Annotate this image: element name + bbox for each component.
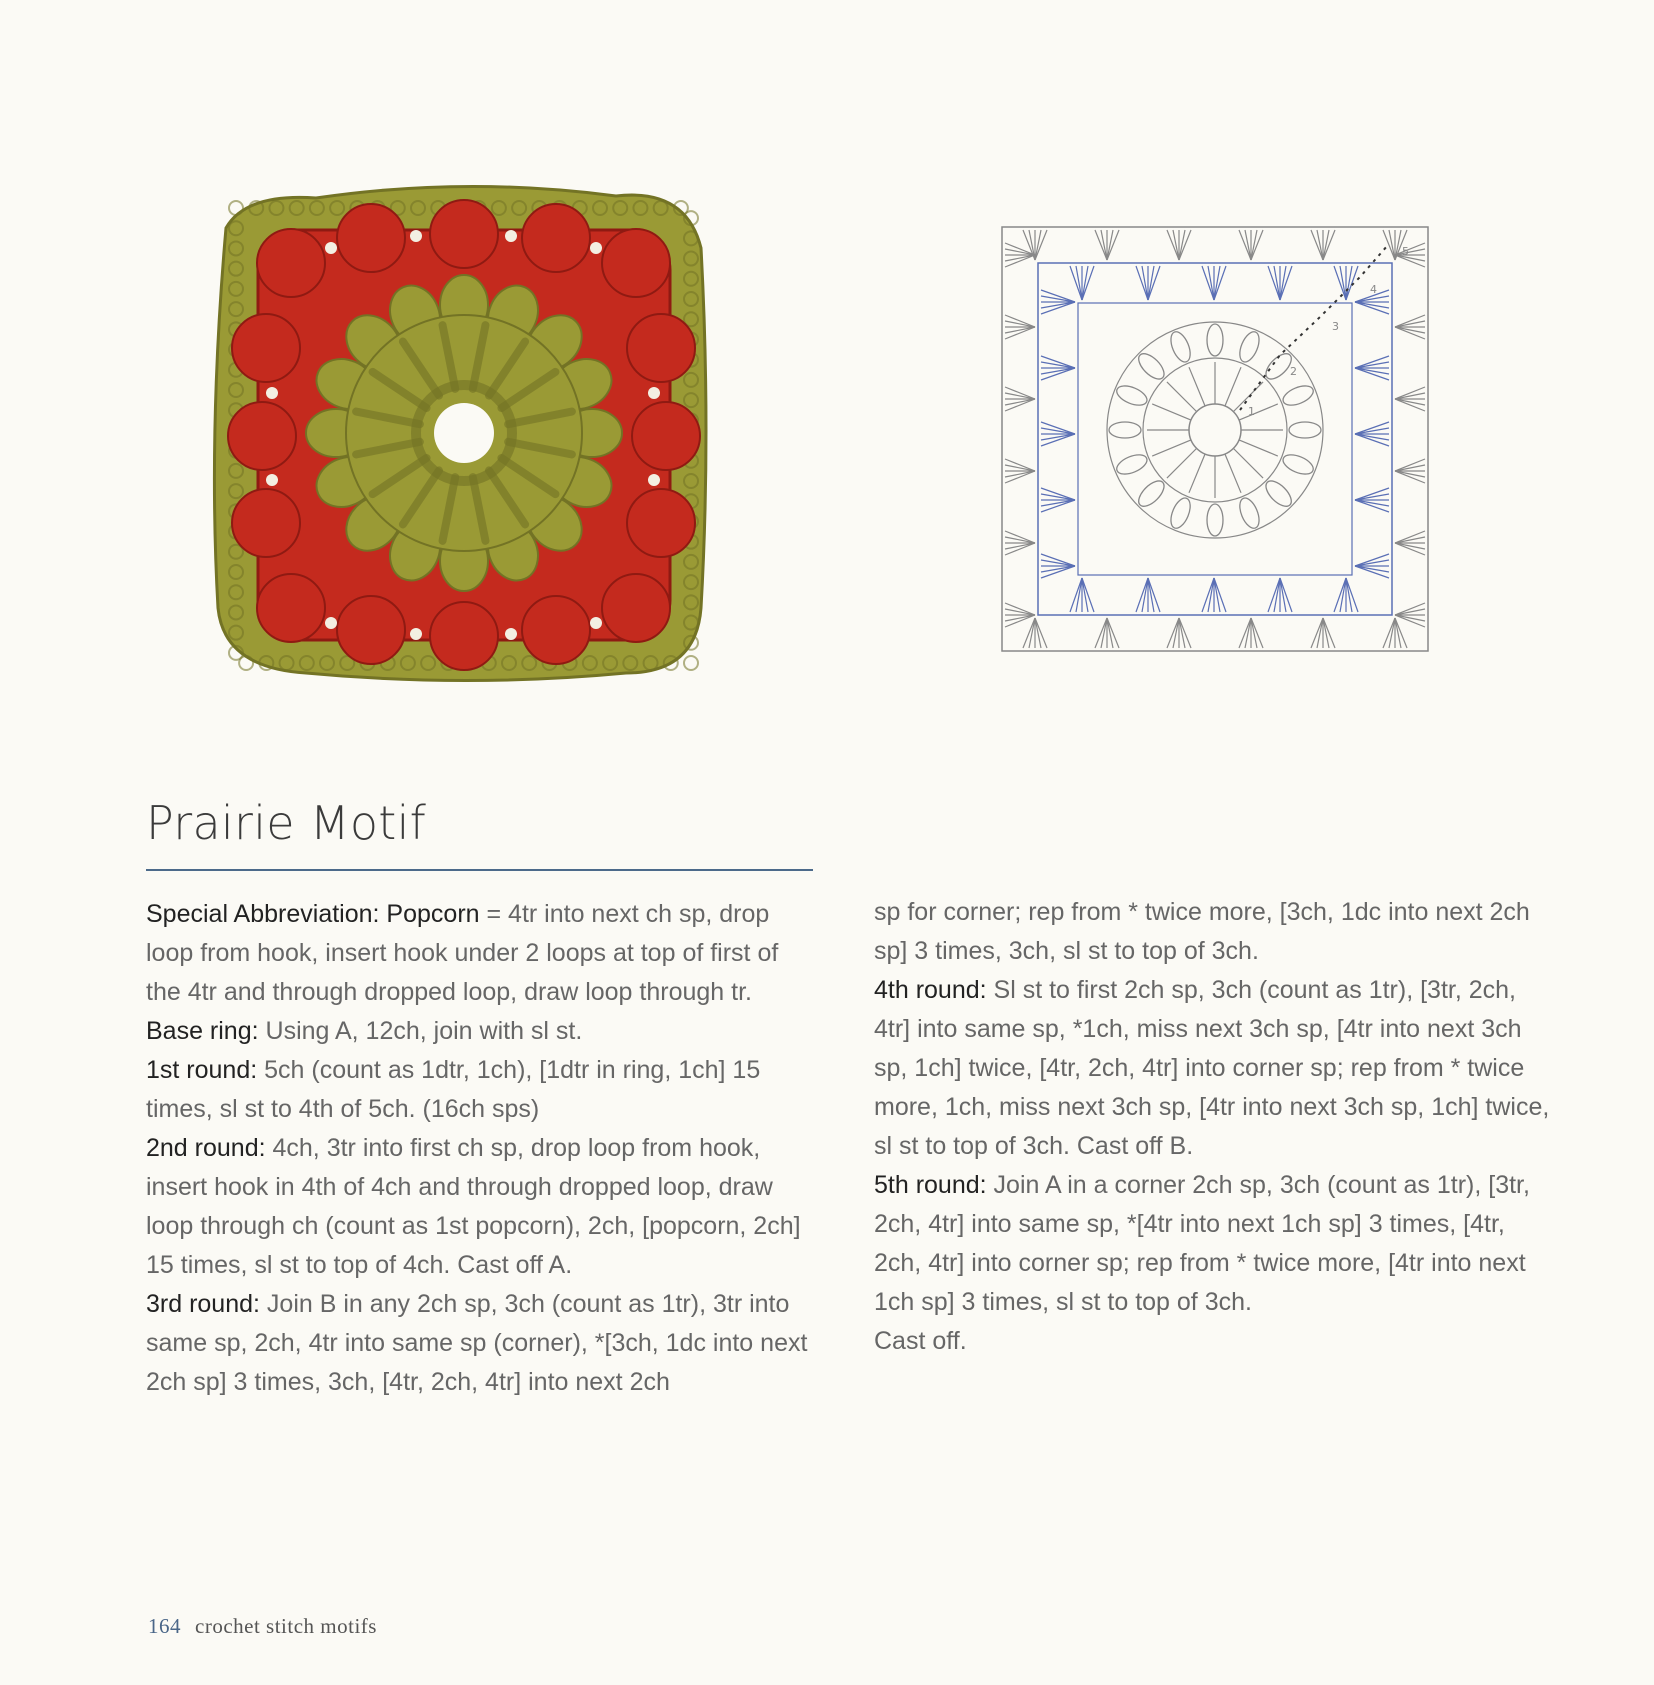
chart-tr-fan-inner: [1041, 302, 1075, 314]
chart-tr-fan-inner: [1214, 266, 1220, 300]
chart-popcorn-symbol: [1280, 451, 1316, 478]
chart-tr-fan-inner: [1355, 434, 1389, 440]
chart-tr-fan-inner: [1208, 578, 1214, 612]
chart-tr-fan: [1245, 618, 1251, 648]
chart-tr-fan: [1179, 618, 1191, 648]
chart-tr-fan: [1395, 615, 1425, 621]
chart-popcorn-symbol: [1167, 329, 1194, 365]
chart-tr-fan-inner: [1070, 266, 1082, 300]
paragraph-label: 2nd round:: [146, 1134, 266, 1162]
chart-tr-fan: [1245, 230, 1251, 260]
chart-tr-fan-inner: [1355, 362, 1389, 368]
chart-tr-fan-inner: [1355, 500, 1389, 506]
chart-tr-fan-inner: [1041, 488, 1075, 500]
chart-tr-fan-inner: [1355, 434, 1389, 446]
motif-photo: [196, 168, 736, 698]
red-cluster: [337, 204, 405, 272]
chart-tr-fan: [1323, 618, 1335, 648]
chart-dtr-symbol: [1239, 404, 1278, 420]
chart-tr-fan-inner: [1334, 578, 1346, 612]
stitch-chart: [990, 205, 1440, 665]
chart-tr-fan-inner: [1041, 560, 1075, 566]
chart-popcorn-symbol: [1236, 329, 1263, 365]
chart-tr-fan-inner: [1082, 578, 1088, 612]
chart-tr-fan: [1395, 543, 1425, 555]
chart-tr-fan: [1395, 327, 1425, 339]
chart-tr-fan-inner: [1041, 302, 1075, 308]
stitch-chart-drawing: [990, 205, 1440, 665]
chain-space: [325, 242, 337, 254]
chart-tr-fan: [1395, 387, 1425, 399]
page-footer: [148, 1614, 377, 1639]
chart-dtr-symbol: [1167, 382, 1197, 412]
chart-tr-fan-inner: [1041, 356, 1075, 368]
chart-tr-fan: [1311, 618, 1323, 648]
chart-tr-fan-inner: [1280, 578, 1286, 612]
chart-tr-fan-inner: [1280, 578, 1292, 612]
chart-tr-fan: [1395, 255, 1425, 261]
paragraph-round-5: [874, 1166, 1554, 1322]
chart-tr-fan-inner: [1346, 578, 1358, 612]
chart-tr-fan-inner: [1340, 578, 1346, 612]
chart-tr-fan-inner: [1041, 494, 1075, 500]
red-cluster: [602, 574, 670, 642]
chart-tr-fan: [1395, 321, 1425, 327]
chart-tr-fan: [1005, 531, 1035, 543]
chart-tr-fan-inner: [1355, 560, 1389, 566]
chart-dtr-symbol: [1225, 454, 1241, 493]
chart-tr-fan-inner: [1082, 266, 1088, 300]
paragraph-text: = 4tr into next ch sp, drop loop from hook, insert hook under 2 loops at top of first of the 4tr and through dropped loop, draw loop through tr.: [146, 900, 779, 1006]
chart-dtr-symbol: [1152, 404, 1191, 420]
chart-tr-fan-inner: [1355, 356, 1389, 368]
paragraph-label: Base ring:: [146, 1017, 259, 1045]
chart-tr-fan: [1395, 399, 1425, 411]
chart-tr-fan-inner: [1148, 266, 1154, 300]
chart-tr-fan-inner: [1076, 266, 1082, 300]
chart-tr-fan: [1395, 618, 1401, 648]
chart-tr-fan-inner: [1280, 266, 1286, 300]
red-cluster: [228, 402, 296, 470]
paragraph-text: 4ch, 3tr into first ch sp, drop loop from hook, insert hook in 4th of 4ch and through dropped loop, draw loop through ch (count as 1st popcorn), 2ch, [popcorn, 2ch] 15 times, sl st to top of 4ch. Cast off A.: [146, 1134, 801, 1279]
chart-tr-fan: [1395, 393, 1425, 399]
chart-tr-fan: [1323, 230, 1329, 260]
chart-tr-fan-inner: [1041, 566, 1075, 572]
red-cluster: [257, 574, 325, 642]
chart-tr-fan-inner: [1355, 368, 1389, 380]
chart-round-5-outline: [1002, 227, 1428, 651]
chart-popcorn-symbol: [1167, 495, 1194, 531]
paragraph-special-abbreviation: [146, 895, 816, 1012]
paragraph-label: Special Abbreviation: Popcorn: [146, 900, 480, 928]
paragraph-label: 5th round:: [874, 1171, 987, 1199]
chart-popcorn-symbol: [1207, 324, 1223, 356]
title-divider: [146, 869, 813, 871]
chain-space: [505, 628, 517, 640]
motif-photo-drawing: [196, 168, 736, 698]
paragraph-round-3: [146, 1285, 816, 1402]
chart-tr-fan-inner: [1274, 578, 1280, 612]
chart-tr-fan: [1395, 255, 1425, 267]
chart-tr-fan-inner: [1041, 422, 1075, 434]
chart-dtr-symbol: [1152, 440, 1191, 456]
red-cluster: [522, 204, 590, 272]
chart-tr-fan: [1167, 618, 1179, 648]
chart-tr-fan-inner: [1148, 578, 1154, 612]
chart-tr-fan: [1005, 393, 1035, 399]
chart-round-4-outline: [1038, 263, 1392, 615]
chart-popcorn-symbol: [1109, 422, 1141, 438]
red-cluster: [337, 596, 405, 664]
chart-tr-fan-inner: [1142, 578, 1148, 612]
chart-popcorn-symbol: [1289, 422, 1321, 438]
chart-tr-fan: [1173, 230, 1179, 260]
chart-tr-fan-inner: [1214, 266, 1226, 300]
chart-tr-fan-inner: [1136, 578, 1148, 612]
paragraph-cast-off: [874, 1322, 1554, 1361]
chart-tr-fan-inner: [1355, 488, 1389, 500]
border-stitch: [684, 656, 698, 670]
chart-tr-fan: [1005, 465, 1035, 471]
chart-tr-fan-inner: [1214, 578, 1226, 612]
chart-tr-fan-inner: [1355, 566, 1389, 572]
running-head: crochet stitch motifs: [195, 1614, 377, 1638]
chain-space: [266, 387, 278, 399]
chain-space: [266, 474, 278, 486]
chart-tr-fan-inner: [1355, 494, 1389, 500]
chart-tr-fan: [1005, 537, 1035, 543]
chart-tr-fan-inner: [1268, 266, 1280, 300]
chart-tr-fan: [1239, 230, 1251, 260]
chain-space: [648, 387, 660, 399]
paragraph-round-4: [874, 971, 1554, 1166]
chart-tr-fan-inner: [1355, 302, 1389, 314]
chart-tr-fan: [1383, 618, 1395, 648]
chart-tr-fan-inner: [1274, 266, 1280, 300]
red-cluster: [522, 596, 590, 664]
page-number: 164: [148, 1614, 181, 1638]
chart-tr-fan: [1395, 531, 1425, 543]
chart-tr-fan-inner: [1041, 500, 1075, 506]
paragraph-round-2: [146, 1129, 816, 1285]
chart-tr-fan: [1035, 618, 1047, 648]
paragraph-text: sp for corner; rep from * twice more, [3ch, 1dc into next 2ch sp] 3 times, 3ch, sl st to top of 3ch.: [874, 898, 1530, 965]
chart-tr-fan-inner: [1346, 266, 1352, 300]
chart-tr-fan: [1323, 230, 1335, 260]
chart-tr-fan: [1317, 618, 1323, 648]
chart-tr-fan: [1005, 399, 1035, 405]
chart-tr-fan-inner: [1041, 368, 1075, 380]
chart-tr-fan: [1395, 399, 1425, 405]
chart-dtr-symbol: [1189, 454, 1205, 493]
chart-tr-fan: [1005, 543, 1035, 549]
chart-tr-fan-inner: [1346, 266, 1358, 300]
chart-round-label: 5: [1402, 245, 1409, 258]
chart-tr-fan-inner: [1148, 266, 1160, 300]
chart-tr-fan: [1029, 618, 1035, 648]
chart-tr-fan: [1035, 618, 1041, 648]
chart-tr-fan: [1005, 399, 1035, 411]
paragraph-text: Using A, 12ch, join with sl st.: [258, 1017, 583, 1045]
chart-start-marker: [1240, 245, 1388, 410]
chart-tr-fan: [1395, 327, 1425, 333]
chart-tr-fan: [1251, 618, 1263, 648]
chart-tr-fan: [1005, 471, 1035, 483]
chain-space: [410, 230, 422, 242]
chart-tr-fan: [1005, 255, 1035, 261]
chart-popcorn-symbol: [1280, 382, 1316, 409]
red-cluster: [257, 229, 325, 297]
chart-tr-fan: [1005, 603, 1035, 615]
chart-tr-fan: [1179, 230, 1191, 260]
chart-tr-fan: [1005, 327, 1035, 339]
chart-round-label: 3: [1332, 320, 1339, 333]
chart-tr-fan: [1173, 618, 1179, 648]
chart-tr-fan: [1395, 471, 1425, 483]
chart-tr-fan: [1035, 230, 1041, 260]
chart-tr-fan: [1395, 603, 1425, 615]
chart-tr-fan-inner: [1041, 554, 1075, 566]
chart-tr-fan: [1239, 618, 1251, 648]
chart-tr-fan: [1317, 230, 1323, 260]
chart-popcorn-symbol: [1236, 495, 1263, 531]
chart-base-ring: [1189, 404, 1241, 456]
chart-tr-fan: [1005, 615, 1035, 621]
chart-tr-fan: [1095, 230, 1107, 260]
paragraph-label: 1st round:: [146, 1056, 258, 1084]
chart-tr-fan-inner: [1202, 578, 1214, 612]
chart-tr-fan: [1395, 459, 1425, 471]
chart-round-label: 4: [1370, 283, 1377, 296]
chart-tr-fan: [1395, 543, 1425, 549]
red-cluster: [632, 402, 700, 470]
paragraph-text: Cast off.: [874, 1327, 967, 1355]
page-title: Prairie Motif: [146, 796, 427, 850]
paragraph-round-1: [146, 1051, 816, 1129]
chart-tr-fan-inner: [1041, 434, 1075, 446]
chart-popcorn-symbol: [1134, 477, 1168, 511]
chart-tr-fan-inner: [1355, 500, 1389, 512]
paragraph-text: 5ch (count as 1dtr, 1ch), [1dtr in ring, 1ch] 15 times, sl st to 4th of 5ch. (16ch sps): [146, 1056, 761, 1123]
chart-dtr-symbol: [1239, 440, 1278, 456]
chart-dtr-symbol: [1189, 367, 1205, 406]
chart-tr-fan-inner: [1355, 302, 1389, 308]
chart-round-label: 1: [1248, 405, 1255, 418]
center-hole: [434, 403, 494, 463]
chart-tr-fan-inner: [1082, 266, 1094, 300]
chart-tr-fan-inner: [1355, 554, 1389, 566]
chart-tr-fan-inner: [1202, 266, 1214, 300]
chart-tr-fan: [1005, 327, 1035, 333]
chart-tr-fan-inner: [1355, 566, 1389, 578]
chart-tr-fan: [1311, 230, 1323, 260]
chart-tr-fan-inner: [1355, 428, 1389, 434]
chart-round-3-outline: [1078, 303, 1352, 575]
paragraph-round-3-continued: [874, 893, 1554, 971]
chart-tr-fan: [1101, 618, 1107, 648]
chart-tr-fan-inner: [1041, 500, 1075, 512]
chart-tr-fan-inner: [1214, 578, 1220, 612]
paragraph-label: 4th round:: [874, 976, 987, 1004]
chart-tr-fan-inner: [1041, 290, 1075, 302]
chart-tr-fan: [1395, 315, 1425, 327]
chart-tr-fan: [1323, 618, 1329, 648]
chart-tr-fan: [1005, 471, 1035, 477]
chart-tr-fan-inner: [1268, 578, 1280, 612]
chart-tr-fan: [1251, 230, 1263, 260]
chart-tr-fan: [1005, 615, 1035, 627]
chart-tr-fan-inner: [1136, 266, 1148, 300]
chart-tr-fan-inner: [1148, 578, 1160, 612]
chart-tr-fan-inner: [1355, 368, 1389, 374]
chart-tr-fan-inner: [1280, 266, 1292, 300]
paragraph-text: Join B in any 2ch sp, 3ch (count as 1tr), 3tr into same sp, 2ch, 4tr into same sp (corner), *[3ch, 1dc into next 2ch sp] 3 times, 3ch, [4tr, 2ch, 4tr] into next 2ch: [146, 1290, 808, 1396]
chart-tr-fan: [1035, 230, 1047, 260]
chart-dtr-symbol: [1225, 367, 1241, 406]
chart-tr-fan: [1395, 471, 1425, 477]
chart-tr-fan-inner: [1355, 422, 1389, 434]
red-cluster: [627, 314, 695, 382]
chart-tr-fan: [1395, 537, 1425, 543]
red-cluster: [232, 489, 300, 557]
chart-tr-fan: [1395, 609, 1425, 615]
chart-tr-fan-inner: [1041, 566, 1075, 578]
chart-popcorn-symbol: [1262, 477, 1296, 511]
chain-space: [325, 617, 337, 629]
chart-tr-fan: [1179, 618, 1185, 648]
chart-popcorn-symbol: [1207, 504, 1223, 536]
chart-tr-fan: [1023, 618, 1035, 648]
chart-tr-fan: [1095, 618, 1107, 648]
chart-tr-fan-inner: [1346, 578, 1352, 612]
chart-tr-fan: [1101, 230, 1107, 260]
red-cluster: [430, 602, 498, 670]
chart-tr-fan: [1389, 618, 1395, 648]
chart-popcorn-symbol: [1114, 382, 1150, 409]
paragraph-base-ring: [146, 1012, 816, 1051]
chart-tr-fan: [1005, 255, 1035, 267]
chart-tr-fan: [1251, 230, 1257, 260]
chart-tr-fan-inner: [1041, 434, 1075, 440]
chart-tr-fan-inner: [1041, 428, 1075, 434]
red-cluster: [232, 314, 300, 382]
chart-tr-fan-inner: [1142, 266, 1148, 300]
chart-tr-fan: [1167, 230, 1179, 260]
paragraph-text: Sl st to first 2ch sp, 3ch (count as 1tr), [3tr, 2ch, 4tr] into same sp, *1ch, miss next 3ch sp, [4tr into next 3ch sp, 1ch] twice, [4tr, 2ch, 4tr] into corner sp; rep from * twice more, 1ch, miss next 3ch sp, [4tr into next 3ch sp, 1ch] twice, sl st to top of 3ch. Cast off B.: [874, 976, 1550, 1160]
instructions-left-column: [146, 895, 816, 1402]
chain-space: [590, 242, 602, 254]
chart-tr-fan: [1179, 230, 1185, 260]
chart-tr-fan: [1005, 459, 1035, 471]
chart-tr-fan: [1395, 465, 1425, 471]
chart-tr-fan-inner: [1082, 578, 1094, 612]
chart-tr-fan-inner: [1041, 362, 1075, 368]
chart-popcorn-symbol: [1114, 451, 1150, 478]
instructions-right-column: [874, 893, 1554, 1361]
red-cluster: [602, 229, 670, 297]
chart-tr-fan-inner: [1070, 578, 1082, 612]
chart-tr-fan: [1383, 230, 1395, 260]
chart-tr-fan: [1395, 618, 1407, 648]
chart-tr-fan: [1005, 387, 1035, 399]
chart-tr-fan: [1005, 609, 1035, 615]
red-cluster: [430, 200, 498, 268]
chart-tr-fan: [1005, 315, 1035, 327]
chart-tr-fan-inner: [1208, 266, 1214, 300]
chart-tr-fan: [1005, 321, 1035, 327]
red-cluster: [627, 489, 695, 557]
chart-tr-fan: [1107, 618, 1119, 648]
chart-tr-fan-inner: [1334, 266, 1346, 300]
chart-dtr-symbol: [1167, 448, 1197, 478]
chain-space: [505, 230, 517, 242]
chart-tr-fan-inner: [1076, 578, 1082, 612]
chart-tr-fan: [1251, 618, 1257, 648]
chart-round-label: 2: [1290, 365, 1297, 378]
chart-tr-fan: [1107, 230, 1113, 260]
paragraph-label: 3rd round:: [146, 1290, 260, 1318]
chart-tr-fan-inner: [1041, 296, 1075, 302]
paragraph-text: Join A in a corner 2ch sp, 3ch (count as 1tr), [3tr, 2ch, 4tr] into same sp, *[4tr into next 1ch sp] 3 times, [4tr, 2ch, 4tr] into corner sp; rep from * twice more, [4tr into next 1ch sp] 3 times, sl st to top of 3ch.: [874, 1171, 1530, 1316]
chart-tr-fan-inner: [1041, 368, 1075, 374]
chart-popcorn-ring-outer: [1107, 322, 1323, 538]
chart-tr-fan-inner: [1355, 296, 1389, 302]
chart-tr-fan: [1107, 618, 1113, 648]
chart-tr-fan: [1395, 615, 1425, 627]
chain-space: [590, 617, 602, 629]
chain-space: [648, 474, 660, 486]
chart-tr-fan: [1005, 543, 1035, 555]
chain-space: [410, 628, 422, 640]
chart-tr-fan: [1107, 230, 1119, 260]
chart-tr-fan: [1389, 230, 1395, 260]
chart-popcorn-symbol: [1134, 349, 1168, 383]
chart-dtr-symbol: [1233, 448, 1263, 478]
border-stitch: [229, 201, 243, 215]
